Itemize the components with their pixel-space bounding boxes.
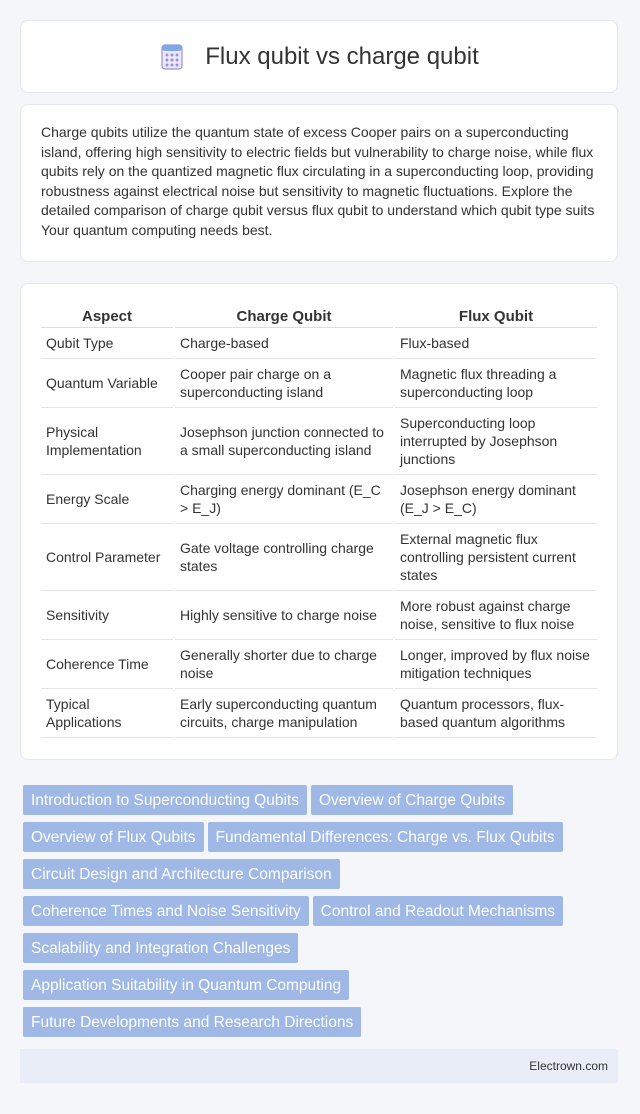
table-row — [41, 689, 597, 738]
comparison-table — [39, 304, 599, 738]
table-cell: Josephson junction connected to a small superconducting island — [175, 408, 393, 475]
table-cell: Qubit Type — [41, 328, 173, 359]
topic-tags — [23, 785, 603, 1044]
intro-text: Charge qubits utilize the quantum state of excess Cooper pairs on a superconducting island, offering high sensitivity to electric fields but vulnerability to charge noise, while flux qubits rely on the quantized magnetic flux circulating in a superconducting loop, providing robustness against electrical noise but sensitivity to magnetic fluctuations. Explore the detailed comparison of charge qubit versus flux qubit to understand which qubit type suits Your quantum computing needs best. — [41, 124, 595, 238]
header-aspect: Aspect — [41, 304, 173, 328]
table-row — [41, 475, 597, 524]
table-cell: Physical Implementation — [41, 408, 173, 475]
table-row — [41, 408, 597, 475]
table-header-row — [41, 304, 597, 328]
table-cell: Josephson energy dominant (E_J > E_C) — [395, 475, 597, 524]
tag-link[interactable]: Fundamental Differences: Charge vs. Flux Qubits — [208, 822, 563, 852]
tag-link[interactable]: Control and Readout Mechanisms — [313, 896, 563, 926]
page-title: Flux qubit vs charge qubit — [205, 42, 479, 70]
table-cell: Gate voltage controlling charge states — [175, 524, 393, 591]
tag-link[interactable]: Scalability and Integration Challenges — [23, 933, 298, 963]
tag-link[interactable]: Overview of Charge Qubits — [311, 785, 513, 815]
header-flux-qubit: Flux Qubit — [395, 304, 597, 328]
table-cell: Cooper pair charge on a superconducting island — [175, 359, 393, 408]
table-cell: Coherence Time — [41, 640, 173, 689]
table-cell: Flux-based — [395, 328, 597, 359]
tag-link[interactable]: Coherence Times and Noise Sensitivity — [23, 896, 309, 926]
table-cell: Charge-based — [175, 328, 393, 359]
table-cell: Sensitivity — [41, 591, 173, 640]
calculator-icon — [159, 44, 185, 70]
tag-link[interactable]: Application Suitability in Quantum Computing — [23, 970, 349, 1000]
intro-card — [20, 104, 618, 262]
table-cell: Quantum Variable — [41, 359, 173, 408]
table-cell: Magnetic flux threading a superconducting loop — [395, 359, 597, 408]
footer — [20, 1049, 618, 1083]
table-cell: Highly sensitive to charge noise — [175, 591, 393, 640]
table-cell: Generally shorter due to charge noise — [175, 640, 393, 689]
table-cell: Typical Applications — [41, 689, 173, 738]
table-cell: Charging energy dominant (E_C > E_J) — [175, 475, 393, 524]
table-row — [41, 359, 597, 408]
table-row — [41, 591, 597, 640]
comparison-table-card — [20, 283, 618, 760]
table-row — [41, 328, 597, 359]
table-cell: Energy Scale — [41, 475, 173, 524]
tag-link[interactable]: Overview of Flux Qubits — [23, 822, 204, 852]
table-cell: More robust against charge noise, sensitive to flux noise — [395, 591, 597, 640]
footer-brand[interactable]: Electrown.com — [529, 1059, 608, 1073]
tag-link[interactable]: Introduction to Superconducting Qubits — [23, 785, 307, 815]
title-card — [20, 20, 618, 93]
table-cell: Superconducting loop interrupted by Josephson junctions — [395, 408, 597, 475]
table-row — [41, 640, 597, 689]
table-cell: Early superconducting quantum circuits, charge manipulation — [175, 689, 393, 738]
table-cell: Longer, improved by flux noise mitigation techniques — [395, 640, 597, 689]
table-cell: Quantum processors, flux-based quantum algorithms — [395, 689, 597, 738]
table-row — [41, 524, 597, 591]
header-charge-qubit: Charge Qubit — [175, 304, 393, 328]
table-cell: Control Parameter — [41, 524, 173, 591]
table-cell: External magnetic flux controlling persistent current states — [395, 524, 597, 591]
tag-link[interactable]: Future Developments and Research Directions — [23, 1007, 361, 1037]
tag-link[interactable]: Circuit Design and Architecture Comparison — [23, 859, 340, 889]
